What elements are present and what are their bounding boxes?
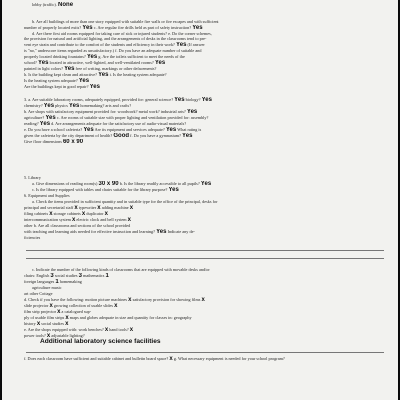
line-3g: given the cafeteria by the city department of health? Good f. Do you have a gymnasium? Yes [24,133,193,139]
handwritten-answer: x [65,315,69,321]
handwritten-answer: Yes [89,84,100,90]
handwritten-answer: Yes [64,66,75,72]
line-eq-a3: filing cabinets x storage cabinets x duplicator x [24,211,108,217]
line-library-heading: 5. Library [24,175,41,180]
line-d10: Are the buildings kept in good repair? Yes [24,84,100,90]
line-eq-d9: power tools? x adjustable lighting? [24,333,85,339]
line-b2: number of properly located exits? Yes c. Are regular fire drills held as part of safety instruction? Yes [24,25,203,31]
blank-rule [26,352,384,353]
handwritten-answer: Good [113,133,130,139]
line-eq-d8: e. Are the shops equipped with: work benches? x hand tools? x [24,327,134,333]
line-eq-c1: c. Indicate the number of the following kinds of classrooms that are equipped with movable desks and/or [32,267,210,272]
handwritten-answer: x [71,217,76,223]
line-eq-a5: other b. Are all classrooms and sections of the school provided [24,223,131,228]
line-library-a: a. Give dimensions of reading room(s) 30 x 90 b. Is the library readily accessible to all pupils? Yes [32,181,212,187]
handwritten-answer: Yes [192,25,203,31]
line-d8: h. Is the building kept clean and attractive? Yes i. Is the heating system adequate? [24,72,167,78]
handwritten-answer: x [74,205,78,211]
handwritten-answer: Yes [38,60,49,66]
handwritten-answer: Yes [82,25,93,31]
line-3f: e. Do you have a school cafeteria? Yes Are its equipment and services adequate? Yes What rating is [24,127,202,133]
line-eq-a4: intercommunication system x electric clock and bell system x [24,217,131,223]
blank-rule [26,250,384,251]
line-d6: school? Yes located in attractive, well-lighted, and well-ventilated rooms? Yes [24,60,166,66]
handwritten-answer: Yes [200,181,212,187]
handwritten-answer: x [49,211,53,217]
handwritten-answer: 1 [105,273,109,279]
line-library-b: c. Is the library equipped with tables and chairs suitable for the library purpose? Yes [32,187,179,193]
handwritten-answer: x [46,333,51,339]
handwritten-answer: Yes [182,133,193,139]
line-eq-d2: art other Cottage [24,291,53,296]
line-7a: f. Does each classroom have sufficient and suitable cabinet and bulletin board space? x g. What necessary equipment is needed for your school program? [24,356,285,362]
line-safety: lobby (traffic). None [32,2,74,8]
handwritten-answer: 3 [50,273,54,279]
handwritten-answer: x [129,327,134,333]
handwritten-answer: x [104,211,108,217]
handwritten-answer: x [104,327,109,333]
line-3c: b. Are shops with satisfactory equipment provided for: woodwork? metal work? industrial arts? Yes [24,109,198,115]
line-eq-a1: a. Check the items provided in sufficient quantity and in suitable type for the office of the principal, desks for [32,199,218,204]
handwritten-answer: x [57,309,61,315]
handwritten-answer: x [114,303,118,309]
handwritten-answer: Yes [43,103,55,109]
line-d1: d. Are there first aid rooms equipped for taking care of sick or injured students? e. Do the corner schemes, [32,31,212,36]
handwritten-answer: Yes [83,127,94,133]
handwritten-answer: Yes [154,60,166,66]
handwritten-answer: 30 x 90 [98,181,119,187]
handwritten-answer: Yes [78,78,90,84]
handwritten-answer: Yes [68,103,80,109]
handwritten-answer: x [97,205,101,211]
line-3e: reading? Yes d. Are arrangements adequate for the satisfactory use of audio-visual materials? [24,121,187,127]
handwritten-answer: Yes [176,42,187,48]
line-3a: 3. a. Are suitable laboratory rooms, adequately equipped, provided for: general science? Yes biology? Yes [24,97,212,103]
handwritten-answer: x [127,217,131,223]
blank-rule [26,258,384,259]
handwritten-answer: Yes [45,115,56,121]
handwritten-answer: Yes [186,109,198,115]
line-d2: the provision for natural and artificial lighting, and the arrangements of desks in the classrooms tend to pre- [24,36,207,41]
handwritten-answer: x [65,321,69,327]
line-eq-c3: foreign languages 1 homemaking [24,279,82,285]
line-eq-d3: d. Check if you have the following: motion picture machines x satisfactory provision for showing films x [24,297,205,303]
line-equipment-heading: 6. Equipment and Supplies [24,193,70,198]
handwritten-answer: x [201,297,205,303]
handwritten-additional-equipment: Additional laboratory science facilities [40,338,161,345]
line-d5: properly located drinking fountains? Yes g. Are the toilets sufficient to meet the needs of the [24,54,185,60]
handwritten-answer: Yes [156,229,167,235]
handwritten-answer: 60 x 90 [62,139,84,145]
handwritten-answer: 3 [78,273,82,279]
line-3b: chemistry? Yes physics Yes homemaking? arts and crafts? [24,103,132,109]
handwritten-answer: None [57,2,74,8]
line-eq-d5: film strip projector x a catalogued sup- [24,309,92,315]
line-3d: agriculture? Yes c. Are rooms of suitable size with proper lighting and ventilation provided for: assembly? [24,115,209,121]
line-b1: b. Are all buildings of more than one story equipped with suitable fire walls or fire escapes and with sufficient [32,19,219,24]
handwritten-answer: x [81,211,86,217]
handwritten-answer: Yes [168,187,179,193]
handwritten-answer: x [169,356,173,362]
handwritten-answer: x [49,303,53,309]
handwritten-answer: x [129,205,134,211]
line-d7: painted in light colors? Yes free of writing, markings or other defacements? [24,66,157,72]
line-eq-d4: slide projector x growing collection of usable slides x [24,303,118,309]
line-eq-a6: with teaching and learning aids needed for effective instruction and learning? Yes Indicate any de- [24,229,195,235]
line-eq-a7: ficiencies [24,235,41,240]
line-d9: Is the heating system adequate? Yes [24,78,90,84]
line-eq-a2: principal and secretarial staff x typewriter x adding machine x [24,205,134,211]
handwritten-answer: x [36,321,41,327]
scanned-page [2,0,398,400]
line-d3: vent eye strain and contribute to the comfort of the students and efficiency in their work? Yes (If answer [24,42,205,48]
handwritten-answer: Yes [201,97,212,103]
handwritten-answer: Yes [86,54,98,60]
handwritten-answer: Yes [39,121,51,127]
handwritten-answer: 1 [55,279,59,285]
line-eq-c2: chairs: English 3 social studies 3 mathematics 1 [24,273,109,279]
line-eq-d6: ply of usable film strips x maps and globes adequate in size and quantity for classes in: geography [24,315,192,321]
line-d4: is "no," underscore items regarded as unsatisfactory.) f. Do you have an adequate number of suitable and [24,48,202,53]
handwritten-answer: Yes [165,127,177,133]
handwritten-answer: x [128,297,132,303]
handwritten-answer: Yes [98,72,109,78]
line-eq-d1: agriculture music [32,285,62,290]
line-eq-d7: history x social studies x [24,321,69,327]
line-3h: Give floor dimensions 60 x 90 [24,139,84,145]
handwritten-answer: Yes [174,97,185,103]
